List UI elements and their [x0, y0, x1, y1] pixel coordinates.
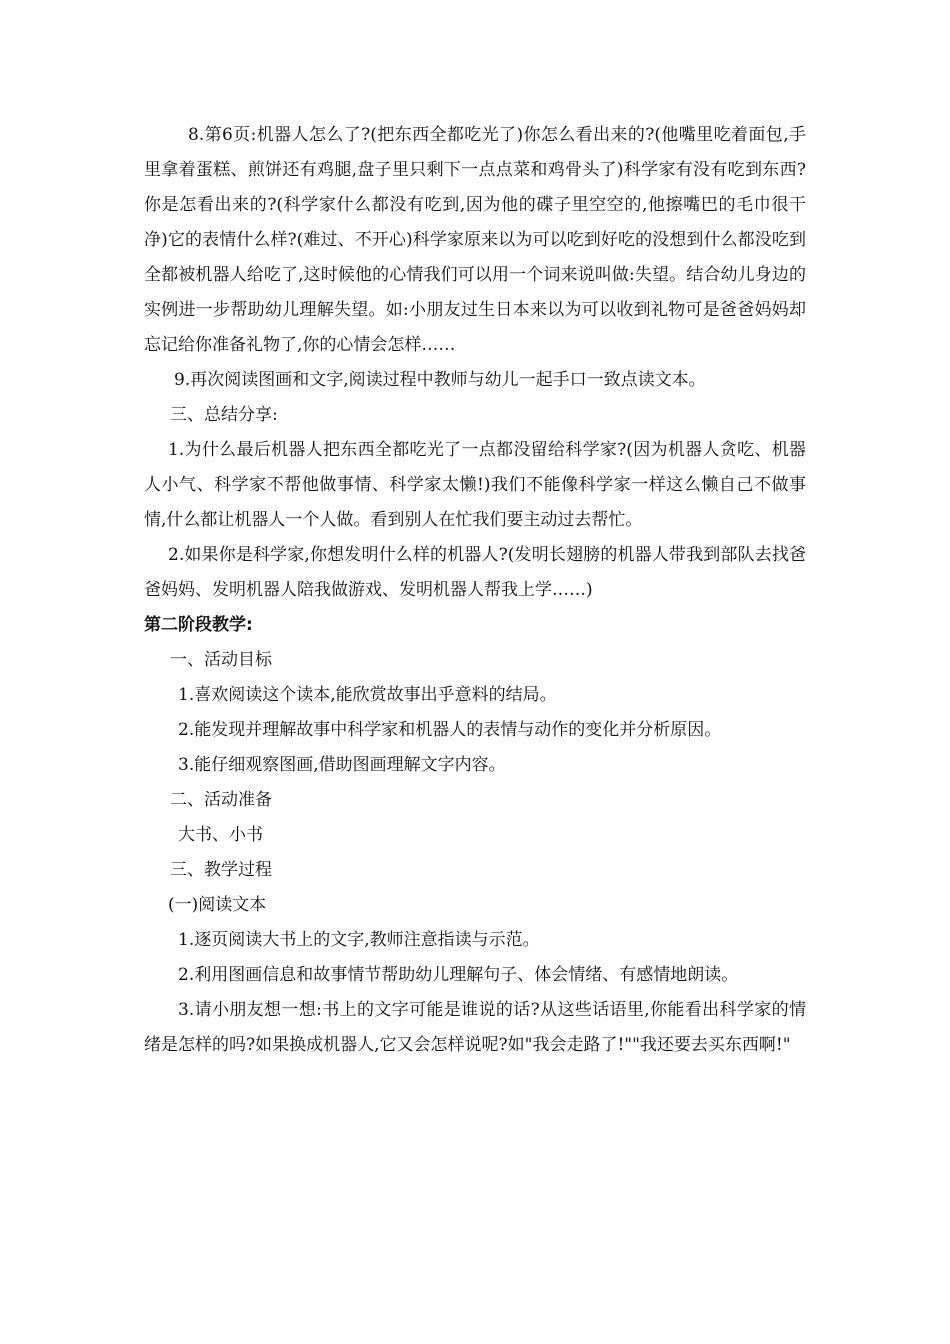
paragraph-item-9: 9.再次阅读图画和文字,阅读过程中教师与幼儿一起手口一致点读文本。: [174, 370, 706, 390]
process-heading: 三、教学过程: [170, 860, 272, 880]
goal-item-1: 1.喜欢阅读这个读本,能欣赏故事出乎意料的结局。: [178, 685, 557, 705]
goal-heading: 一、活动目标: [170, 650, 272, 670]
prep-content: 大书、小书: [178, 825, 263, 845]
process-subheading: (一)阅读文本: [168, 895, 267, 915]
process-item-3: 3.请小朋友想一想:书上的文字可能是谁说的话?从这些话语里,你能看出科学家的情绪是怎样的吗?如果换成机器人,它又会怎样说呢?如"我会走路了!""我还要去买东西啊!": [144, 1000, 806, 1055]
stage-two-heading: 第二阶段教学:: [144, 615, 253, 635]
document-page: [144, 118, 806, 1063]
process-item-2: 2.利用图画信息和故事情节帮助幼儿理解句子、体会情绪、有感情地朗读。: [178, 965, 739, 985]
paragraph-item-8: 8.第6页:机器人怎么了?(把东西全都吃光了)你怎么看出来的?(他嘴里吃着面包,手里拿着蛋糕、煎饼还有鸡腿,盘子里只剩下一点点菜和鸡骨头了)科学家有没有吃到东西?你是怎看出来的?(科学家什么都没有吃到,因为他的碟子里空空的,他擦嘴巴的毛巾很干净)它的表情什么样?(难过、不开心)科学家原来以为可以吃到好吃的没想到什么都没吃到全都被机器人给吃了,这时候他的心情我们可以用一个词来说叫做:失望。结合幼儿身边的实例进一步帮助幼儿理解失望。如:小朋友过生日本来以为可以收到礼物可是爸爸妈妈却忘记给你准备礼物了,你的心情会怎样……: [144, 125, 806, 355]
summary-item-1: 1.为什么最后机器人把东西全都吃光了一点都没留给科学家?(因为机器人贪吃、机器人小气、科学家不帮他做事情、科学家太懒!)我们不能像科学家一样这么懒自己不做事情,什么都让机器人一个人做。看到别人在忙我们要主动过去帮忙。: [144, 440, 806, 530]
section-heading-summary: 三、总结分享:: [170, 405, 278, 425]
process-item-1: 1.逐页阅读大书上的文字,教师注意指读与示范。: [178, 930, 540, 950]
summary-item-2: 2.如果你是科学家,你想发明什么样的机器人?(发明长翅膀的机器人带我到部队去找爸爸妈妈、发明机器人陪我做游戏、发明机器人帮我上学……): [144, 545, 806, 600]
prep-heading: 二、活动准备: [170, 790, 272, 810]
goal-item-3: 3.能仔细观察图画,借助图画理解文字内容。: [178, 755, 506, 775]
goal-item-2: 2.能发现并理解故事中科学家和机器人的表情与动作的变化并分析原因。: [178, 720, 722, 740]
